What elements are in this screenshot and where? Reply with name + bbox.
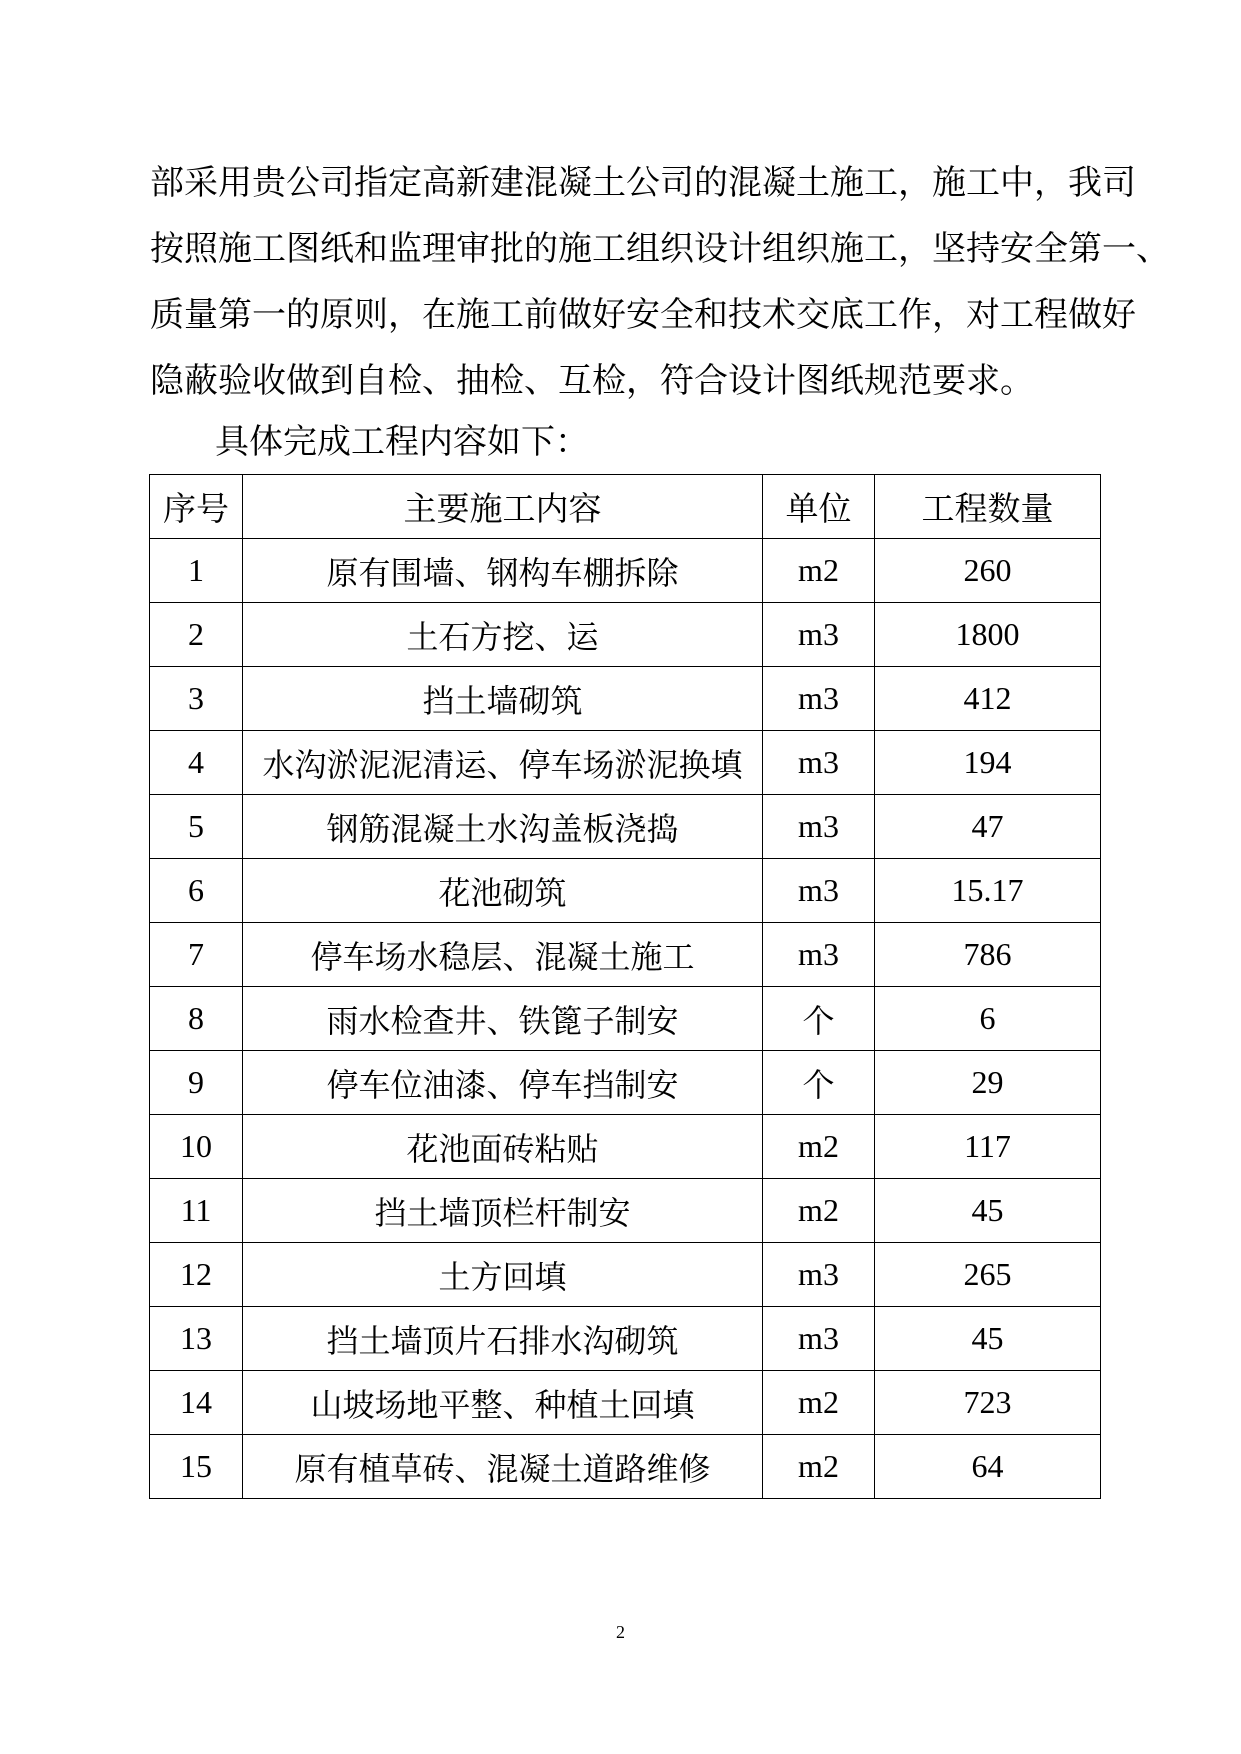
table-header-row — [150, 475, 1101, 539]
paragraph-line: 隐蔽验收做到自检、抽检、互检，符合设计图纸规范要求。 — [150, 361, 1034, 401]
table-row — [150, 731, 1101, 795]
row-index: 14 — [150, 1371, 243, 1435]
row-content: 原有围墙、钢构车棚拆除 — [243, 539, 763, 603]
row-quantity: 117 — [875, 1115, 1101, 1179]
row-content: 土石方挖、运 — [243, 603, 763, 667]
row-quantity: 64 — [875, 1435, 1101, 1499]
row-index: 11 — [150, 1179, 243, 1243]
table-row — [150, 1051, 1101, 1115]
row-unit: m2 — [763, 1435, 875, 1499]
row-content: 土方回填 — [243, 1243, 763, 1307]
row-content: 停车场水稳层、混凝土施工 — [243, 923, 763, 987]
row-index: 4 — [150, 731, 243, 795]
body-paragraph — [150, 150, 1170, 414]
row-quantity: 47 — [875, 795, 1101, 859]
header-content: 主要施工内容 — [243, 475, 763, 539]
row-quantity: 412 — [875, 667, 1101, 731]
table-intro: 具体完成工程内容如下： — [215, 422, 589, 462]
row-index: 5 — [150, 795, 243, 859]
paragraph-line: 部采用贵公司指定高新建混凝土公司的混凝土施工，施工中，我司 — [150, 163, 1136, 203]
row-content: 停车位油漆、停车挡制安 — [243, 1051, 763, 1115]
row-content: 钢筋混凝土水沟盖板浇捣 — [243, 795, 763, 859]
table-row — [150, 539, 1101, 603]
table-row — [150, 1115, 1101, 1179]
table-row — [150, 923, 1101, 987]
row-content: 花池面砖粘贴 — [243, 1115, 763, 1179]
row-unit: m3 — [763, 795, 875, 859]
row-unit: m3 — [763, 1243, 875, 1307]
row-quantity: 260 — [875, 539, 1101, 603]
row-content: 挡土墙顶片石排水沟砌筑 — [243, 1307, 763, 1371]
row-index: 1 — [150, 539, 243, 603]
row-index: 10 — [150, 1115, 243, 1179]
page-number: 2 — [616, 1622, 625, 1642]
table-row — [150, 859, 1101, 923]
header-unit: 单位 — [763, 475, 875, 539]
table-row — [150, 667, 1101, 731]
row-unit: 个 — [763, 1051, 875, 1115]
paragraph-line: 按照施工图纸和监理审批的施工组织设计组织施工，坚持安全第一、 — [150, 229, 1170, 269]
row-content: 水沟淤泥泥清运、停车场淤泥换填 — [243, 731, 763, 795]
row-unit: m3 — [763, 1307, 875, 1371]
row-content: 挡土墙顶栏杆制安 — [243, 1179, 763, 1243]
row-content: 原有植草砖、混凝土道路维修 — [243, 1435, 763, 1499]
row-quantity: 6 — [875, 987, 1101, 1051]
table-row — [150, 1243, 1101, 1307]
header-quantity: 工程数量 — [875, 475, 1101, 539]
row-unit: m2 — [763, 539, 875, 603]
row-content: 雨水检查井、铁篦子制安 — [243, 987, 763, 1051]
paragraph-line: 质量第一的原则，在施工前做好安全和技术交底工作，对工程做好 — [150, 295, 1136, 335]
header-index: 序号 — [150, 475, 243, 539]
table-row — [150, 1371, 1101, 1435]
table-row — [150, 987, 1101, 1051]
row-unit: m2 — [763, 1115, 875, 1179]
table-row — [150, 603, 1101, 667]
row-unit: m3 — [763, 923, 875, 987]
row-index: 15 — [150, 1435, 243, 1499]
row-quantity: 45 — [875, 1307, 1101, 1371]
row-unit: m3 — [763, 731, 875, 795]
row-index: 2 — [150, 603, 243, 667]
row-quantity: 786 — [875, 923, 1101, 987]
row-index: 8 — [150, 987, 243, 1051]
row-unit: m2 — [763, 1179, 875, 1243]
table-row — [150, 795, 1101, 859]
row-content: 花池砌筑 — [243, 859, 763, 923]
row-unit: m3 — [763, 667, 875, 731]
row-quantity: 265 — [875, 1243, 1101, 1307]
table-row — [150, 1307, 1101, 1371]
row-index: 3 — [150, 667, 243, 731]
row-content: 挡土墙砌筑 — [243, 667, 763, 731]
row-quantity: 45 — [875, 1179, 1101, 1243]
row-unit: m3 — [763, 603, 875, 667]
row-unit: m2 — [763, 1371, 875, 1435]
row-index: 7 — [150, 923, 243, 987]
row-index: 6 — [150, 859, 243, 923]
row-unit: m3 — [763, 859, 875, 923]
row-quantity: 723 — [875, 1371, 1101, 1435]
row-index: 13 — [150, 1307, 243, 1371]
row-content: 山坡场地平整、种植土回填 — [243, 1371, 763, 1435]
works-table — [149, 474, 1101, 1499]
row-quantity: 194 — [875, 731, 1101, 795]
row-index: 9 — [150, 1051, 243, 1115]
table-row — [150, 1179, 1101, 1243]
row-unit: 个 — [763, 987, 875, 1051]
table-row — [150, 1435, 1101, 1499]
row-index: 12 — [150, 1243, 243, 1307]
row-quantity: 15.17 — [875, 859, 1101, 923]
row-quantity: 29 — [875, 1051, 1101, 1115]
row-quantity: 1800 — [875, 603, 1101, 667]
